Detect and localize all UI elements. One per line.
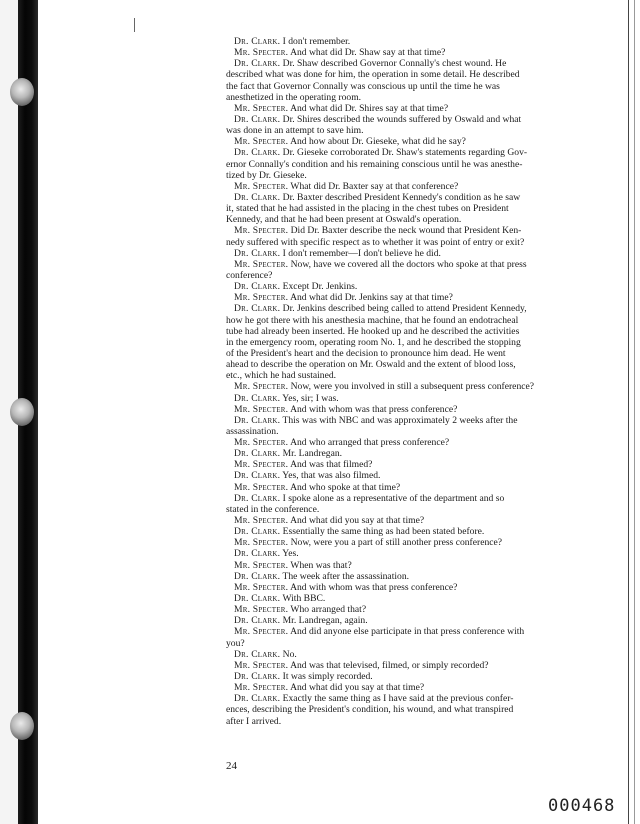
line-text: how he got there with his anesthesia machine, that he found an endotracheal <box>226 314 519 326</box>
testimony-line <box>226 348 624 359</box>
line-text: Yes, sir; I was. <box>280 392 339 404</box>
testimony-line <box>226 470 624 481</box>
line-text: The week after the assassination. <box>280 570 410 582</box>
speaker-label: Dr. Clark. <box>234 526 281 538</box>
line-text: Mr. Landregan, again. <box>280 615 368 627</box>
line-text: And what did Dr. Shires say at that time? <box>288 102 449 114</box>
testimony-line <box>226 214 624 225</box>
line-text: Dr. Jenkins described being called to attend President Kennedy, <box>280 303 527 315</box>
testimony-line <box>226 626 624 637</box>
line-text: Yes, that was also filmed. <box>280 470 381 482</box>
speaker-label: Dr. Clark. <box>234 113 281 125</box>
testimony-line <box>226 704 624 715</box>
speaker-label: Dr. Clark. <box>234 392 281 404</box>
speaker-label: Dr. Clark. <box>234 191 281 203</box>
testimony-line <box>226 225 624 236</box>
speaker-label: Mr. Specter. <box>234 515 289 527</box>
testimony-line <box>226 448 624 459</box>
testimony-line <box>226 47 624 58</box>
testimony-line <box>226 482 624 493</box>
testimony-line <box>226 537 624 548</box>
testimony-line <box>226 270 624 281</box>
speaker-label: Dr. Clark. <box>234 58 281 70</box>
testimony-line <box>226 281 624 292</box>
line-text: conference? <box>226 269 273 281</box>
speaker-label: Mr. Specter. <box>234 459 289 471</box>
testimony-line <box>226 381 624 392</box>
testimony-line <box>226 36 624 47</box>
speaker-label: Dr. Clark. <box>234 671 281 683</box>
testimony-line <box>226 237 624 248</box>
speaker-label: Mr. Specter. <box>234 258 289 270</box>
speaker-label: Mr. Specter. <box>234 437 289 449</box>
testimony-line <box>226 58 624 69</box>
speaker-label: Mr. Specter. <box>234 180 289 192</box>
punch-hole-bottom <box>10 712 34 740</box>
line-text: And with whom was that press conference? <box>288 581 458 593</box>
testimony-text <box>226 36 624 727</box>
testimony-line <box>226 593 624 604</box>
speaker-label: Dr. Clark. <box>234 147 281 159</box>
line-text: This was with NBC and was approximately 2 weeks after the <box>280 414 518 426</box>
speaker-label: Mr. Specter. <box>234 581 289 593</box>
line-text: after I arrived. <box>226 715 282 727</box>
testimony-line <box>226 571 624 582</box>
speaker-label: Dr. Clark. <box>234 303 281 315</box>
line-text: Dr. Shaw described Governor Connally's chest wound. He <box>280 58 507 70</box>
line-text: Exactly the same thing as I have said at the previous confer- <box>280 693 514 705</box>
line-text: anesthetized in the operating room. <box>226 91 362 103</box>
line-text: Mr. Landregan. <box>280 448 343 460</box>
line-text: With BBC. <box>280 593 326 605</box>
speaker-label: Mr. Specter. <box>234 604 289 616</box>
line-text: And who spoke at that time? <box>288 481 401 493</box>
testimony-line <box>226 437 624 448</box>
testimony-line <box>226 515 624 526</box>
testimony-line <box>226 303 624 314</box>
speaker-label: Mr. Specter. <box>234 659 289 671</box>
punch-hole-middle <box>10 398 34 426</box>
speaker-label: Mr. Specter. <box>234 136 289 148</box>
line-text: When was that? <box>288 559 352 571</box>
line-text: Dr. Shires described the wounds suffered by Oswald and what <box>280 113 522 125</box>
testimony-line <box>226 604 624 615</box>
speaker-label: Mr. Specter. <box>234 292 289 304</box>
line-text: And what did you say at that time? <box>288 515 425 527</box>
testimony-line <box>226 147 624 158</box>
line-text: ences, describing the President's condition, his wound, and what transpired <box>226 704 514 716</box>
line-text: And how about Dr. Gieseke, what did he say? <box>288 136 466 148</box>
testimony-line <box>226 203 624 214</box>
line-text: Yes. <box>280 548 299 560</box>
testimony-line <box>226 671 624 682</box>
testimony-line <box>226 560 624 571</box>
testimony-line <box>226 181 624 192</box>
speaker-label: Dr. Clark. <box>234 570 281 582</box>
line-text: I spoke alone as a representative of the department and so <box>280 492 505 504</box>
line-text: Now, have we covered all the doctors who spoke at that press <box>288 258 527 270</box>
speaker-label: Dr. Clark. <box>234 648 281 660</box>
line-text: Essentially the same thing as had been stated before. <box>280 526 485 538</box>
scan-mark <box>134 18 135 32</box>
right-edge-line <box>628 0 629 824</box>
testimony-line <box>226 136 624 147</box>
testimony-line <box>226 292 624 303</box>
line-text: tube had already been inserted. He hooked up and he described the activities <box>226 325 520 337</box>
testimony-line <box>226 114 624 125</box>
testimony-line <box>226 337 624 348</box>
testimony-line <box>226 493 624 504</box>
speaker-label: Mr. Specter. <box>234 481 289 493</box>
line-text: And what did Dr. Jenkins say at that time? <box>288 292 453 304</box>
line-text: tized by Dr. Gieseke. <box>226 169 307 181</box>
testimony-line <box>226 125 624 136</box>
speaker-label: Dr. Clark. <box>234 548 281 560</box>
line-text: nedy suffered with specific respect as to whether it was point of entry or exit? <box>226 236 525 248</box>
testimony-line <box>226 69 624 80</box>
line-text: the fact that Governor Connally was conscious up until the time he was <box>226 80 500 92</box>
testimony-line <box>226 81 624 92</box>
line-text: And what did you say at that time? <box>288 682 425 694</box>
line-text: Now, were you a part of still another press conference? <box>288 537 503 549</box>
speaker-label: Dr. Clark. <box>234 281 281 293</box>
testimony-line <box>226 92 624 103</box>
line-text: Except Dr. Jenkins. <box>280 281 358 293</box>
line-text: Now, were you involved in still a subsequent press conference? <box>288 381 535 393</box>
line-text: I don't remember—I don't believe he did. <box>280 247 441 259</box>
line-text: And what did Dr. Shaw say at that time? <box>288 47 446 59</box>
testimony-line <box>226 326 624 337</box>
testimony-line <box>226 315 624 326</box>
speaker-label: Mr. Specter. <box>234 559 289 571</box>
testimony-line <box>226 682 624 693</box>
testimony-line <box>226 716 624 727</box>
speaker-label: Dr. Clark. <box>234 593 281 605</box>
speaker-label: Dr. Clark. <box>234 693 281 705</box>
line-text: etc., which he had sustained. <box>226 370 337 382</box>
line-text: ernor Connally's condition and his remaining conscious until he was anesthe- <box>226 158 523 170</box>
speaker-label: Dr. Clark. <box>234 615 281 627</box>
testimony-line <box>226 415 624 426</box>
speaker-label: Dr. Clark. <box>234 470 281 482</box>
testimony-line <box>226 660 624 671</box>
line-text: Dr. Baxter described President Kennedy's condition as he saw <box>280 191 521 203</box>
line-text: you? <box>226 637 245 649</box>
testimony-line <box>226 426 624 437</box>
testimony-line <box>226 404 624 415</box>
line-text: described what was done for him, the operation in some detail. He described <box>226 69 520 81</box>
line-text: And was that televised, filmed, or simply recorded? <box>288 659 489 671</box>
speaker-label: Dr. Clark. <box>234 247 281 259</box>
line-text: And with whom was that press conference? <box>288 403 458 415</box>
speaker-label: Mr. Specter. <box>234 102 289 114</box>
line-text: Dr. Gieseke corroborated Dr. Shaw's statements regarding Gov- <box>280 147 528 159</box>
line-text: It was simply recorded. <box>280 671 373 683</box>
line-text: assassination. <box>226 425 279 437</box>
speaker-label: Mr. Specter. <box>234 626 289 638</box>
speaker-label: Mr. Specter. <box>234 403 289 415</box>
speaker-label: Mr. Specter. <box>234 225 289 237</box>
line-text: And was that filmed? <box>288 459 373 471</box>
testimony-line <box>226 170 624 181</box>
line-text: in the emergency room, operating room No. 1, and he described the stopping <box>226 336 521 348</box>
line-text: ahead to describe the operation on Mr. Oswald and the extent of blood loss, <box>226 359 516 371</box>
line-text: No. <box>280 648 297 660</box>
line-text: Who arranged that? <box>288 604 367 616</box>
line-text: was done in an attempt to save him. <box>226 125 364 137</box>
page-number: 24 <box>226 760 237 772</box>
testimony-line <box>226 370 624 381</box>
punch-hole-top <box>10 78 34 106</box>
document-id-stamp: 000468 <box>548 796 616 816</box>
testimony-line <box>226 159 624 170</box>
speaker-label: Dr. Clark. <box>234 414 281 426</box>
testimony-line <box>226 192 624 203</box>
line-text: And who arranged that press conference? <box>288 437 450 449</box>
testimony-line <box>226 526 624 537</box>
line-text: Did Dr. Baxter describe the neck wound that President Ken- <box>288 225 522 237</box>
testimony-line <box>226 615 624 626</box>
speaker-label: Dr. Clark. <box>234 36 281 47</box>
speaker-label: Mr. Specter. <box>234 381 289 393</box>
line-text: it, stated that he had assisted in the placing in the chest tubes on President <box>226 203 509 215</box>
speaker-label: Mr. Specter. <box>234 47 289 59</box>
testimony-line <box>226 259 624 270</box>
line-text: stated in the conference. <box>226 503 320 515</box>
testimony-line <box>226 582 624 593</box>
speaker-label: Dr. Clark. <box>234 492 281 504</box>
testimony-line <box>226 359 624 370</box>
speaker-label: Dr. Clark. <box>234 448 281 460</box>
testimony-line <box>226 459 624 470</box>
testimony-line <box>226 638 624 649</box>
testimony-line <box>226 103 624 114</box>
testimony-line <box>226 248 624 259</box>
testimony-line <box>226 649 624 660</box>
testimony-line <box>226 693 624 704</box>
testimony-line <box>226 548 624 559</box>
line-text: I don't remember. <box>280 36 351 47</box>
line-text: Kennedy, and that he had been present at Oswald's operation. <box>226 214 462 226</box>
line-text: And did anyone else participate in that press conference with <box>288 626 525 638</box>
line-text: What did Dr. Baxter say at that conference? <box>288 180 459 192</box>
speaker-label: Mr. Specter. <box>234 537 289 549</box>
right-edge-line-outer <box>634 0 635 824</box>
speaker-label: Mr. Specter. <box>234 682 289 694</box>
testimony-line <box>226 393 624 404</box>
testimony-line <box>226 504 624 515</box>
line-text: of the President's heart and the decision to pronounce him dead. He went <box>226 347 506 359</box>
